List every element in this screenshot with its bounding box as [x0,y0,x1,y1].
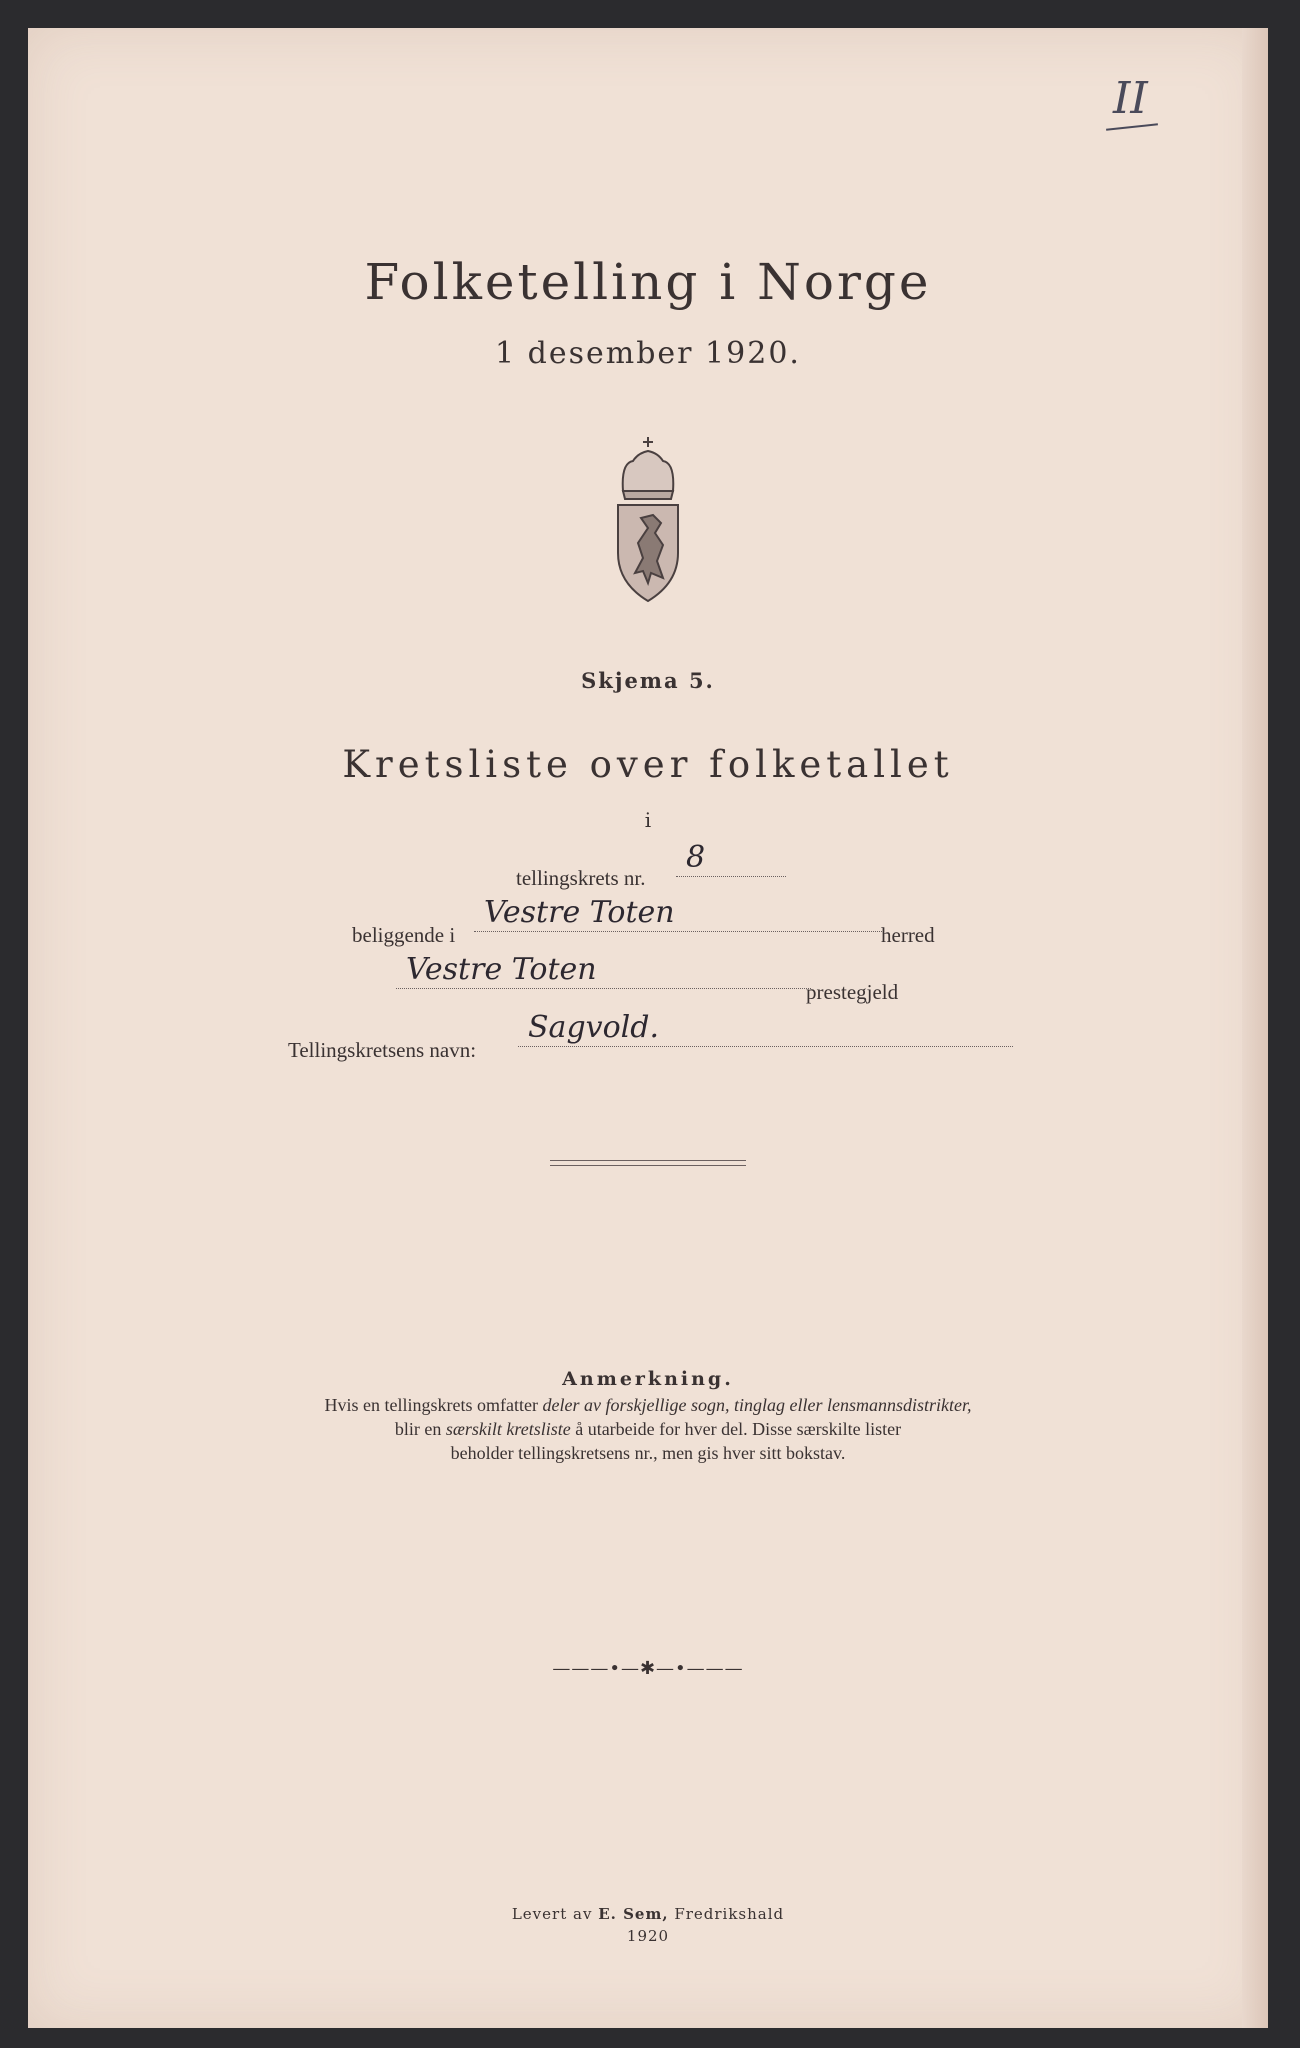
note-text [28,1393,1268,1465]
census-form-page [28,28,1268,2028]
norwegian-coat-of-arms-icon [593,433,703,603]
beliggende-label: beliggende i [352,923,456,947]
tellingskrets-label: tellingskrets nr. [516,866,646,890]
printer-city: Fredrikshald [668,1905,785,1923]
note-line-3: beholder tellingskretsens nr., men gis hver sitt bokstav. [450,1443,846,1463]
note-title: Anmerkning. [562,1368,734,1390]
kretsnavn-field[interactable]: Sagvold. [518,1016,1013,1047]
prestegjeld-field[interactable]: Vestre Toten [396,958,811,989]
ornament-divider: ———•—✱—•——— [552,1658,744,1679]
herred-label: herred [881,923,935,947]
page-edge [1242,28,1268,2028]
printer-line [28,1903,1268,1925]
census-date: 1 desember 1920. [495,336,801,371]
page-title: Folketelling i Norge [364,253,932,311]
note-line-2-italic: særskilt kretsliste [445,1419,571,1439]
printer-name: E. Sem, [598,1905,669,1923]
preposition: i [644,808,652,832]
note-line-2-text: blir en [394,1419,446,1439]
printer-imprint [28,1903,1268,1947]
prestegjeld-label: prestegjeld [806,980,899,1004]
note-line-1-italic: deler av forskjellige sogn, tinglag eller lensmannsdistrikter, [542,1395,972,1415]
section-divider [550,1160,746,1166]
corner-mark: II [1113,73,1148,124]
note-line-2-rest: å utarbeide for hver del. Disse særskilte lister [570,1419,902,1439]
form-heading: Kretsliste over folketallet [342,743,954,786]
herred-field[interactable]: Vestre Toten [474,901,884,932]
note-line-2 [28,1417,1268,1441]
printer-prefix: Levert av [511,1905,599,1923]
tellingskrets-number-field[interactable]: 8 [676,846,786,877]
corner-mark-underline [1106,123,1158,130]
schema-number: Skjema 5. [581,668,715,693]
kretsnavn-label: Tellingskretsens navn: [288,1038,477,1062]
printer-year: 1920 [626,1927,670,1945]
note-line-1 [28,1393,1268,1417]
note-line-1-text: Hvis en tellingskrets omfatter [324,1395,543,1415]
